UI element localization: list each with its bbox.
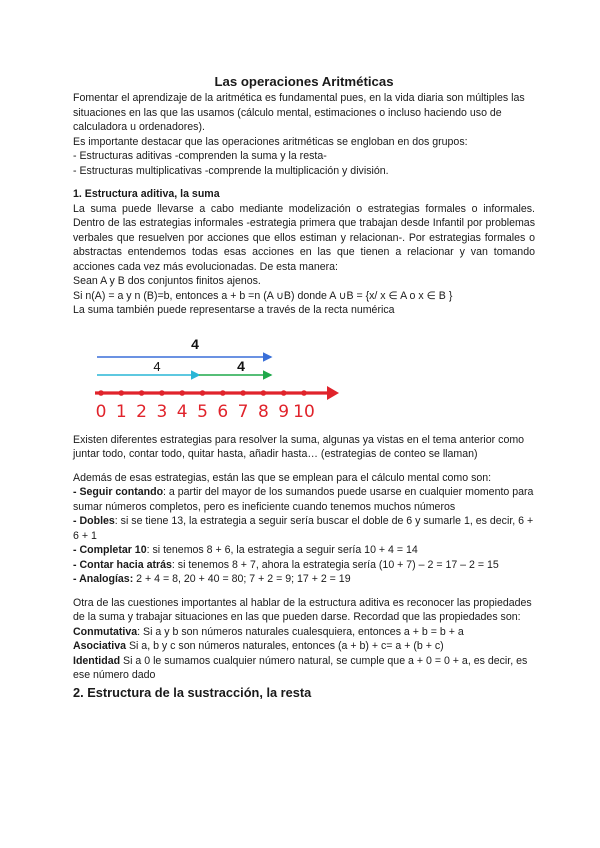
number-line-digit: 2 [136, 401, 148, 422]
number-line-digit: 3 [156, 401, 168, 422]
page-title: Las operaciones Aritméticas [214, 74, 394, 89]
cyan-arrow-label: 4 [153, 358, 161, 374]
strategy-item [73, 485, 535, 514]
number-line-digit: 6 [217, 401, 229, 422]
property-label: Identidad [73, 654, 121, 667]
document-body [73, 74, 535, 701]
number-line-digits [96, 402, 315, 422]
strategy-label: - Seguir contando [73, 486, 164, 498]
number-line-tick [240, 390, 246, 396]
intro-paragraph: Es importante destacar que las operaciones aritméticas se engloban en dos grupos: [73, 135, 468, 148]
property-item [73, 639, 535, 654]
strategy-text: : si tenemos 8 + 7, ahora la estrategia sería (10 + 7) – 2 = 17 – 2 = 15 [171, 558, 499, 571]
top-arrow-label: 4 [191, 335, 199, 352]
strategy-text: : si se tiene 13, la estrategia a seguir sería buscar el doble de 6 y sumarle 1, es decir, 6 + 6 + 1 [73, 515, 534, 542]
number-line-digit: 7 [237, 401, 249, 422]
section1-heading: 1. Estructura aditiva, la suma [73, 188, 220, 200]
section1-number-line-intro: La suma también puede representarse a través de la recta numérica [73, 304, 395, 316]
intro-paragraph: Fomentar el aprendizaje de la aritmética es fundamental pues, en la vida diaria son múltiples las situaciones en las que las usamos (cálculo mental, estimaciones o incluso haciendo uso de calculadora u ordenadores). [73, 92, 525, 133]
strategy-text: 2 + 4 = 8, 20 + 40 = 80; 7 + 2 = 9; 17 + 2 = 19 [133, 573, 351, 585]
number-line-arrowhead [327, 386, 339, 400]
number-line-tick [98, 390, 104, 396]
intro-list-item: - Estructuras aditivas -comprenden la suma y la resta- [73, 150, 327, 162]
strategy-text: : a partir del mayor de los sumandos puede usarse en cualquier momento para sumar números completos, pero es ineficiente cuando tenemos muchos números [73, 486, 534, 513]
property-item [73, 654, 535, 683]
number-line-svg [95, 335, 345, 427]
property-text: Si a, b y c son números naturales, entonces (a + b) + c= a + (b + c) [126, 640, 444, 652]
number-line-digit: 5 [197, 401, 208, 422]
strategy-item [73, 543, 535, 558]
number-line-digit: 4 [176, 401, 188, 422]
number-line-tick [200, 390, 206, 396]
intro-list-item: - Estructuras multiplicativas -comprende la multiplicación y división. [73, 164, 389, 177]
section1-sets-definition: Sean A y B dos conjuntos finitos ajenos. [73, 275, 261, 287]
number-line-digit: 9 [278, 401, 290, 422]
strategy-label: - Analogías: [73, 573, 134, 585]
strategy-label: - Completar 10 [73, 544, 147, 556]
number-line-digit: 10 [293, 401, 315, 422]
number-line-tick [301, 390, 307, 396]
green-arrow-label: 4 [237, 357, 245, 374]
number-line-tick [119, 390, 125, 396]
number-line-digit: 0 [95, 401, 107, 422]
strategy-label: - Contar hacia atrás [73, 558, 172, 571]
number-line-tick [220, 390, 226, 396]
number-line-tick [159, 390, 165, 396]
number-line-figure [95, 335, 345, 427]
strategy-item [73, 558, 535, 573]
number-line-tick [179, 390, 185, 396]
number-line-tick [261, 390, 267, 396]
property-item [73, 625, 535, 640]
section2-heading: 2. Estructura de la sustracción, la resta [73, 684, 312, 700]
strategy-text: : si tenemos 8 + 6, la estrategia a seguir sería 10 + 4 = 14 [146, 544, 418, 556]
section1-union-formula: Si n(A) = a y n (B)=b, entonces a + b =n (A ∪B) donde A ∪B = {x/ x ∈ A o x ∈ B } [73, 289, 453, 302]
section1-paragraph: La suma puede llevarse a cabo mediante modelización o estrategias formales o informales. Dentro de las estrategias informales -estrategia primera que trabajan desde Infantil por problemas verbales que resuelven por acciones que ellos estiman y relacionan-. Por estrategias formales o abstractas entendemos todas esas acciones en las que tienen a relacionar y van tomando acciones cada vez más evolucionadas. De esta manera: [73, 202, 535, 273]
strategy-item [73, 572, 535, 587]
strategy-label: - Dobles [73, 515, 115, 527]
property-label: Asociativa [73, 640, 126, 652]
strategies-paragraph: Existen diferentes estrategias para resolver la suma, algunas ya vistas en el tema anterior como juntar todo, contar todo, quitar hasta, añadir hasta… (estrategias de conteo se llaman) [73, 433, 525, 460]
property-label: Conmutativa [73, 625, 138, 638]
strategy-item [73, 514, 535, 543]
number-line-tick [139, 390, 145, 396]
properties-paragraph: Otra de las cuestiones importantes al hablar de la estructura aditiva es reconocer las propiedades de la suma y trabajar situaciones en las que pueden darse. Recordad que las propiedades son: [73, 596, 532, 623]
number-line-tick [281, 390, 287, 396]
number-line-digit: 1 [115, 401, 127, 422]
property-text: Si a 0 le sumamos cualquier número natural, se cumple que a + 0 = 0 + a, es decir, es ese número dado [73, 654, 528, 681]
property-text: : Si a y b son números naturales cualesquiera, entonces a + b = b + a [137, 625, 464, 638]
strategies-intro: Además de esas estrategias, están las que se emplean para el cálculo mental como son: [73, 471, 492, 484]
number-line-digit: 8 [257, 401, 269, 422]
